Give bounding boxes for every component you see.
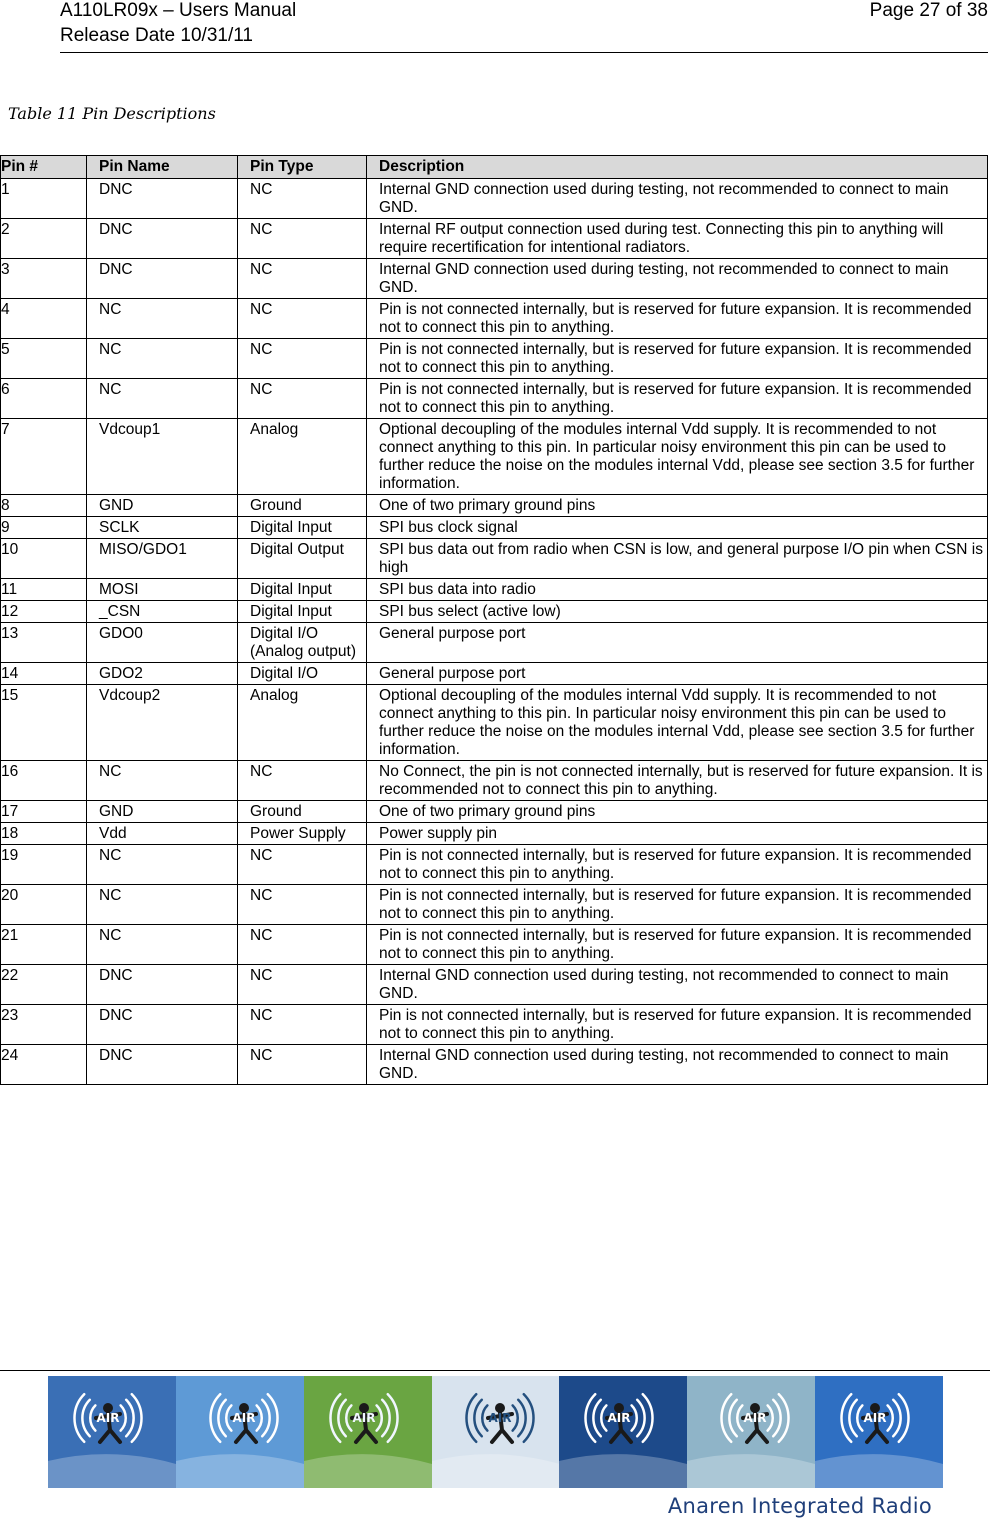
pin-description: One of two primary ground pins — [367, 495, 988, 517]
pin-number: 17 — [1, 801, 87, 823]
banner-panel — [432, 1376, 560, 1488]
brand-name: Anaren Integrated Radio — [667, 1494, 932, 1518]
banner-panel — [176, 1376, 304, 1488]
pin-name: GDO2 — [87, 663, 238, 685]
air-badge: AIR — [863, 1411, 887, 1425]
table-row — [1, 845, 988, 885]
pin-description: Pin is not connected internally, but is reserved for future expansion. It is recommended not to connect this pin to anything. — [367, 299, 988, 339]
table-row — [1, 539, 988, 579]
table-row — [1, 801, 988, 823]
pin-name: DNC — [87, 219, 238, 259]
pin-number: 12 — [1, 601, 87, 623]
document-title: A110LR09x – Users Manual — [60, 0, 297, 21]
pin-description: Internal GND connection used during testing, not recommended to connect to main GND. — [367, 1045, 988, 1085]
pin-name: DNC — [87, 1045, 238, 1085]
table-row — [1, 685, 988, 761]
pin-description: No Connect, the pin is not connected internally, but is reserved for future expansion. It is recommended not to connect this pin to anything. — [367, 761, 988, 801]
pin-description: Pin is not connected internally, but is reserved for future expansion. It is recommended not to connect this pin to anything. — [367, 1005, 988, 1045]
pin-name: DNC — [87, 259, 238, 299]
table-row — [1, 579, 988, 601]
pin-number: 8 — [1, 495, 87, 517]
column-header-name: Pin Name — [87, 156, 238, 179]
pin-name: NC — [87, 299, 238, 339]
pin-name: GDO0 — [87, 623, 238, 663]
table-row — [1, 379, 988, 419]
air-sports-banner — [48, 1376, 943, 1488]
table-row — [1, 1045, 988, 1085]
banner-panel — [48, 1376, 176, 1488]
pin-type: Digital Output — [238, 539, 367, 579]
cyclist-icon — [304, 1376, 432, 1488]
pin-type: NC — [238, 339, 367, 379]
pin-name: Vdcoup1 — [87, 419, 238, 495]
table-row — [1, 663, 988, 685]
table-row — [1, 259, 988, 299]
pin-name: DNC — [87, 179, 238, 219]
pin-type: Digital Input — [238, 601, 367, 623]
pin-description: Optional decoupling of the modules internal Vdd supply. It is recommended to not connect anything to this pin. In particular noisy environment this pin can be used to further reduce the noise on the modules internal Vdd, please see section 3.5 for further information. — [367, 419, 988, 495]
pin-name: DNC — [87, 965, 238, 1005]
pin-type: Digital I/O — [238, 663, 367, 685]
table-row — [1, 219, 988, 259]
air-badge: AIR — [352, 1411, 376, 1425]
pin-description: SPI bus data into radio — [367, 579, 988, 601]
pin-number: 23 — [1, 1005, 87, 1045]
table-header-row — [1, 156, 988, 179]
pin-number: 1 — [1, 179, 87, 219]
snowboarder-icon — [48, 1376, 176, 1488]
air-badge: AIR — [232, 1411, 256, 1425]
table-row — [1, 179, 988, 219]
pin-name: MISO/GDO1 — [87, 539, 238, 579]
pin-number: 20 — [1, 885, 87, 925]
column-header-description: Description — [367, 156, 988, 179]
pin-number: 11 — [1, 579, 87, 601]
pin-name: NC — [87, 761, 238, 801]
pin-number: 22 — [1, 965, 87, 1005]
pin-name: GND — [87, 495, 238, 517]
pin-description: SPI bus clock signal — [367, 517, 988, 539]
pin-number: 24 — [1, 1045, 87, 1085]
column-header-type: Pin Type — [238, 156, 367, 179]
air-badge: AIR — [743, 1411, 767, 1425]
pin-type: Ground — [238, 801, 367, 823]
table-caption: Table 11 Pin Descriptions — [8, 104, 216, 123]
pin-type: Analog — [238, 685, 367, 761]
pin-description: General purpose port — [367, 623, 988, 663]
pin-type: NC — [238, 1005, 367, 1045]
pin-description: Pin is not connected internally, but is reserved for future expansion. It is recommended not to connect this pin to anything. — [367, 925, 988, 965]
air-badge: AIR — [607, 1411, 631, 1425]
pin-number: 13 — [1, 623, 87, 663]
table-row — [1, 761, 988, 801]
table-row — [1, 965, 988, 1005]
pin-name: _CSN — [87, 601, 238, 623]
column-header-pin: Pin # — [1, 156, 87, 179]
pin-description: Pin is not connected internally, but is reserved for future expansion. It is recommended not to connect this pin to anything. — [367, 845, 988, 885]
pin-number: 15 — [1, 685, 87, 761]
skateboarder-icon — [815, 1376, 943, 1488]
pin-number: 10 — [1, 539, 87, 579]
pin-description: General purpose port — [367, 663, 988, 685]
pin-type: NC — [238, 179, 367, 219]
pin-number: 21 — [1, 925, 87, 965]
pin-description: Power supply pin — [367, 823, 988, 845]
pin-description: SPI bus data out from radio when CSN is low, and general purpose I/O pin when CSN is high — [367, 539, 988, 579]
banner-panel — [559, 1376, 687, 1488]
pin-number: 16 — [1, 761, 87, 801]
table-row — [1, 495, 988, 517]
pin-type: NC — [238, 925, 367, 965]
pin-name: NC — [87, 885, 238, 925]
pin-type: Digital I/O (Analog output) — [238, 623, 367, 663]
table-row — [1, 885, 988, 925]
pin-type: NC — [238, 299, 367, 339]
pin-name: DNC — [87, 1005, 238, 1045]
pin-type: NC — [238, 259, 367, 299]
pin-number: 14 — [1, 663, 87, 685]
table-row — [1, 1005, 988, 1045]
pin-type: NC — [238, 965, 367, 1005]
pin-name: NC — [87, 925, 238, 965]
pin-name: SCLK — [87, 517, 238, 539]
table-row — [1, 419, 988, 495]
pin-name: MOSI — [87, 579, 238, 601]
pin-type: NC — [238, 379, 367, 419]
pin-number: 3 — [1, 259, 87, 299]
release-date: Release Date 10/31/11 — [60, 25, 253, 46]
pin-description: Internal GND connection used during testing, not recommended to connect to main GND. — [367, 965, 988, 1005]
pin-number: 2 — [1, 219, 87, 259]
kayaker-icon — [687, 1376, 815, 1488]
air-badge: AIR — [488, 1411, 512, 1425]
pin-type: NC — [238, 845, 367, 885]
windsurfer-icon — [559, 1376, 687, 1488]
pin-description: Pin is not connected internally, but is reserved for future expansion. It is recommended not to connect this pin to anything. — [367, 379, 988, 419]
pin-type: Ground — [238, 495, 367, 517]
footer-divider — [0, 1370, 990, 1371]
pin-name: NC — [87, 379, 238, 419]
pin-type: Analog — [238, 419, 367, 495]
table-row — [1, 517, 988, 539]
skier-icon — [176, 1376, 304, 1488]
table-row — [1, 925, 988, 965]
banner-panel — [304, 1376, 432, 1488]
pin-number: 7 — [1, 419, 87, 495]
pin-number: 4 — [1, 299, 87, 339]
pin-number: 9 — [1, 517, 87, 539]
pin-description: SPI bus select (active low) — [367, 601, 988, 623]
snowboard-jump-icon — [432, 1376, 560, 1488]
pin-type: Digital Input — [238, 517, 367, 539]
pin-name: GND — [87, 801, 238, 823]
table-row — [1, 299, 988, 339]
banner-panel — [815, 1376, 943, 1488]
pin-type: NC — [238, 885, 367, 925]
pin-type: NC — [238, 761, 367, 801]
pin-name: NC — [87, 339, 238, 379]
pin-number: 6 — [1, 379, 87, 419]
air-badge: AIR — [96, 1411, 120, 1425]
pin-description: Optional decoupling of the modules internal Vdd supply. It is recommended to not connect anything to this pin. In particular noisy environment this pin can be used to further reduce the noise on the modules internal Vdd, please see section 3.5 for further information. — [367, 685, 988, 761]
pin-descriptions-table — [0, 155, 988, 1085]
pin-name: Vdd — [87, 823, 238, 845]
pin-type: NC — [238, 219, 367, 259]
pin-name: NC — [87, 845, 238, 885]
pin-description: Internal GND connection used during testing, not recommended to connect to main GND. — [367, 179, 988, 219]
pin-type: NC — [238, 1045, 367, 1085]
pin-description: Pin is not connected internally, but is reserved for future expansion. It is recommended not to connect this pin to anything. — [367, 885, 988, 925]
pin-description: One of two primary ground pins — [367, 801, 988, 823]
page-number: Page 27 of 38 — [869, 0, 988, 21]
banner-panel — [687, 1376, 815, 1488]
pin-number: 18 — [1, 823, 87, 845]
pin-description: Internal RF output connection used during test. Connecting this pin to anything will require recertification for intentional radiators. — [367, 219, 988, 259]
pin-description: Pin is not connected internally, but is reserved for future expansion. It is recommended not to connect this pin to anything. — [367, 339, 988, 379]
page-header — [60, 0, 988, 53]
pin-number: 5 — [1, 339, 87, 379]
pin-name: Vdcoup2 — [87, 685, 238, 761]
pin-description: Internal GND connection used during testing, not recommended to connect to main GND. — [367, 259, 988, 299]
table-row — [1, 601, 988, 623]
pin-number: 19 — [1, 845, 87, 885]
table-row — [1, 623, 988, 663]
pin-type: Power Supply — [238, 823, 367, 845]
pin-type: Digital Input — [238, 579, 367, 601]
table-row — [1, 823, 988, 845]
table-row — [1, 339, 988, 379]
